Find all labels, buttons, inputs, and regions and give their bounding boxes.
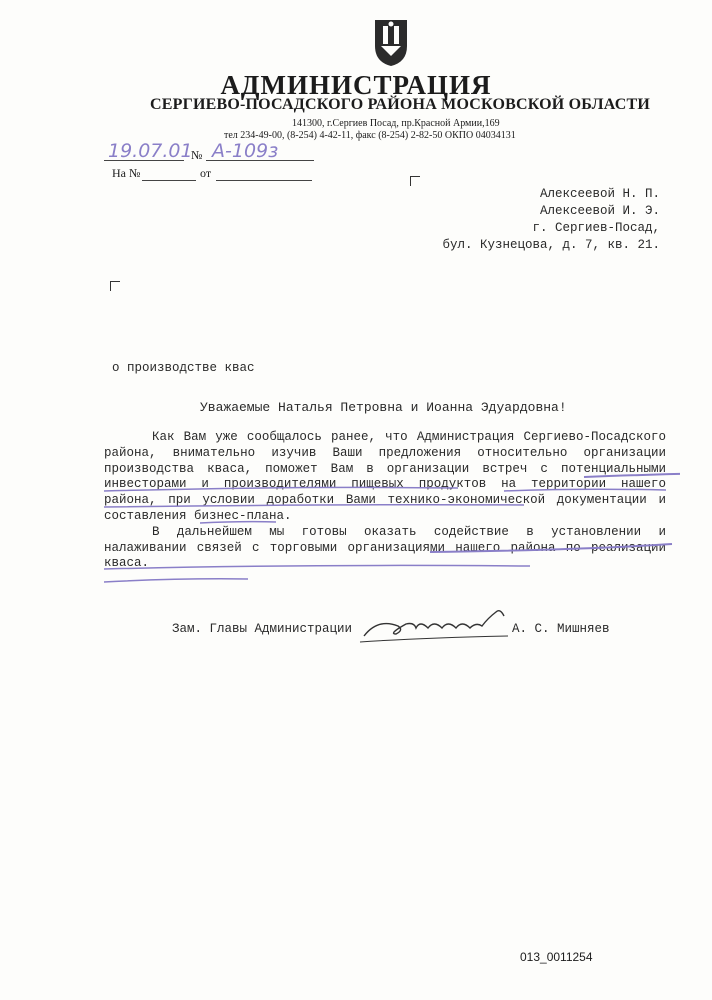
number-underline xyxy=(206,160,314,161)
body-paragraph-2: В дальнейшем мы готовы оказать содействие в установлении и налаживании связей с торговыми организациями нашего района по реализации кваса. xyxy=(104,524,666,571)
letter-subject: о производстве квас xyxy=(112,361,255,375)
organization-phones: тел 234-49-00, (8-254) 4-42-11, факс (8-254) 2-82-50 ОКПО 04034131 xyxy=(224,130,516,141)
recipient-line: бул. Кузнецова, д. 7, кв. 21. xyxy=(442,238,660,252)
signatory-position: Зам. Главы Администрации xyxy=(172,622,353,636)
ref-number-label: На № xyxy=(112,166,141,180)
ref-number-underline xyxy=(142,180,196,181)
ref-from-underline xyxy=(216,180,312,181)
recipient-corner-mark xyxy=(410,176,420,186)
handwritten-underlines xyxy=(100,460,680,585)
subject-corner-mark xyxy=(110,281,120,291)
coat-of-arms-emblem xyxy=(372,16,410,68)
body-paragraph-1: Как Вам уже сообщалось ранее, что Администрация Сергиево-Посадского района, внимательно изучив Ваши предложения относительно организации производства кваса, поможет Вам в организации встреч с потенциальными инвесторами и производителями пищевых продуктов на территории нашего района, при условии доработки Вами технико-экономической документации и составления бизнес-плана. xyxy=(104,430,666,523)
handwritten-signature xyxy=(358,598,518,648)
signatory-name: А. С. Мишняев xyxy=(512,622,610,636)
ref-from-label: от xyxy=(200,166,212,180)
document-number: 013_0011254 xyxy=(520,950,593,964)
number-label: № xyxy=(191,148,203,162)
handwritten-number: А-109з xyxy=(212,140,279,162)
recipient-line: Алексеевой Н. П. xyxy=(539,187,660,201)
recipient-block xyxy=(442,186,660,254)
recipient-line: г. Сергиев-Посад, xyxy=(532,221,660,235)
date-underline xyxy=(104,160,184,161)
salutation: Уважаемые Наталья Петровна и Иоанна Эдуардовна! xyxy=(200,400,567,415)
organization-title: АДМИНИСТРАЦИЯ xyxy=(220,70,492,100)
district-subtitle: СЕРГИЕВО-ПОСАДСКОГО РАЙОНА МОСКОВСКОЙ ОБЛАСТИ xyxy=(150,96,650,113)
organization-address: 141300, г.Сергиев Посад, пр.Красной Армии,169 xyxy=(292,118,500,129)
handwritten-date: 19.07.01 xyxy=(108,140,193,162)
recipient-line: Алексеевой И. Э. xyxy=(539,204,660,218)
